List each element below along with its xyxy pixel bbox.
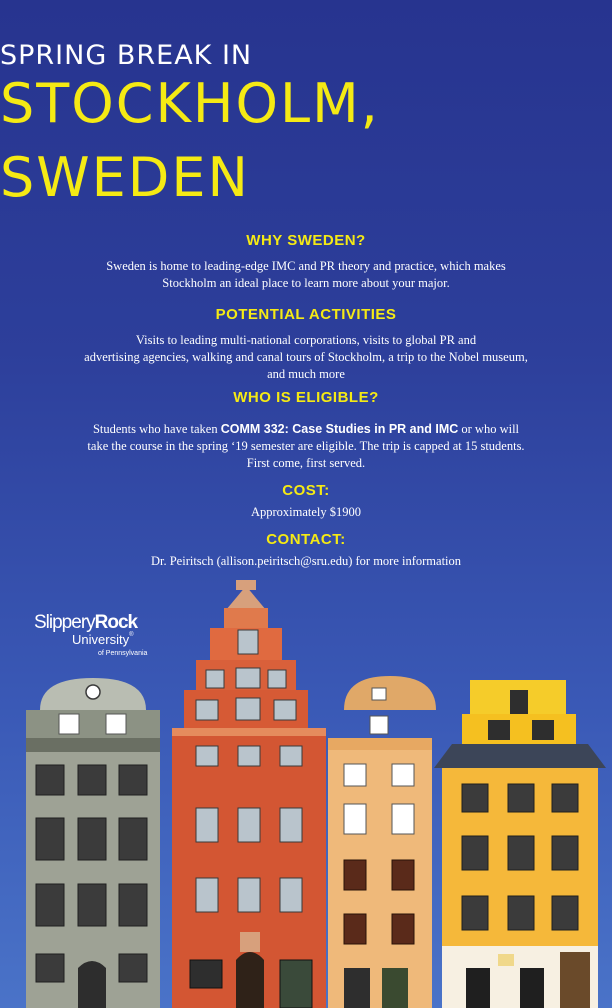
course-name: COMM 332: Case Studies in PR and IMC [220, 422, 459, 436]
eligible-line-1 [0, 421, 612, 438]
eligible-line-3: First come, first served. [246, 456, 366, 470]
title-line-1: SPRING BREAK IN [0, 40, 253, 71]
tan-building [328, 676, 436, 1008]
logo-tm: ® [129, 632, 134, 638]
logo-slippery: Slippery [34, 612, 95, 633]
eligible-heading: WHO IS ELIGIBLE? [233, 389, 379, 406]
activities-heading: POTENTIAL ACTIVITIES [215, 306, 397, 323]
logo-state: of Pennsylvania [98, 650, 148, 657]
eligible-post: or who will [458, 422, 520, 436]
activities-line-1: Visits to leading multi-national corporations, visits to global PR and [135, 333, 477, 347]
red-building [172, 580, 326, 1008]
why-line-1: Sweden is home to leading-edge IMC and PR theory and practice, which makes [106, 259, 506, 273]
gray-building [26, 678, 160, 1008]
logo-university: University [72, 632, 130, 647]
why-section [0, 232, 612, 292]
activities-section [0, 306, 612, 383]
cost-section [0, 482, 612, 521]
eligible-line-2: take the course in the spring ‘19 semester are eligible. The trip is capped at 15 students. [87, 439, 525, 453]
activities-line-3: and much more [267, 367, 345, 381]
logo-rock: Rock [94, 612, 138, 633]
eligible-pre: Students who have taken [92, 422, 221, 436]
contact-heading: CONTACT: [266, 531, 346, 548]
why-line-2: Stockholm an ideal place to learn more about your major. [162, 276, 450, 290]
cost-heading: COST: [282, 482, 330, 499]
contact-text: Dr. Peiritsch (allison.peiritsch@sru.edu) for more information [150, 554, 462, 568]
activities-line-2: advertising agencies, walking and canal tours of Stockholm, a trip to the Nobel museum, [84, 350, 528, 364]
stockholm-buildings-illustration [0, 580, 612, 1008]
contact-section [0, 531, 612, 570]
title-line-2: STOCKHOLM, [0, 72, 380, 135]
eligible-section [0, 389, 612, 472]
why-heading: WHY SWEDEN? [246, 232, 366, 249]
title-line-3: SWEDEN [0, 146, 250, 209]
cost-text: Approximately $1900 [250, 505, 362, 519]
yellow-building [434, 680, 606, 1008]
